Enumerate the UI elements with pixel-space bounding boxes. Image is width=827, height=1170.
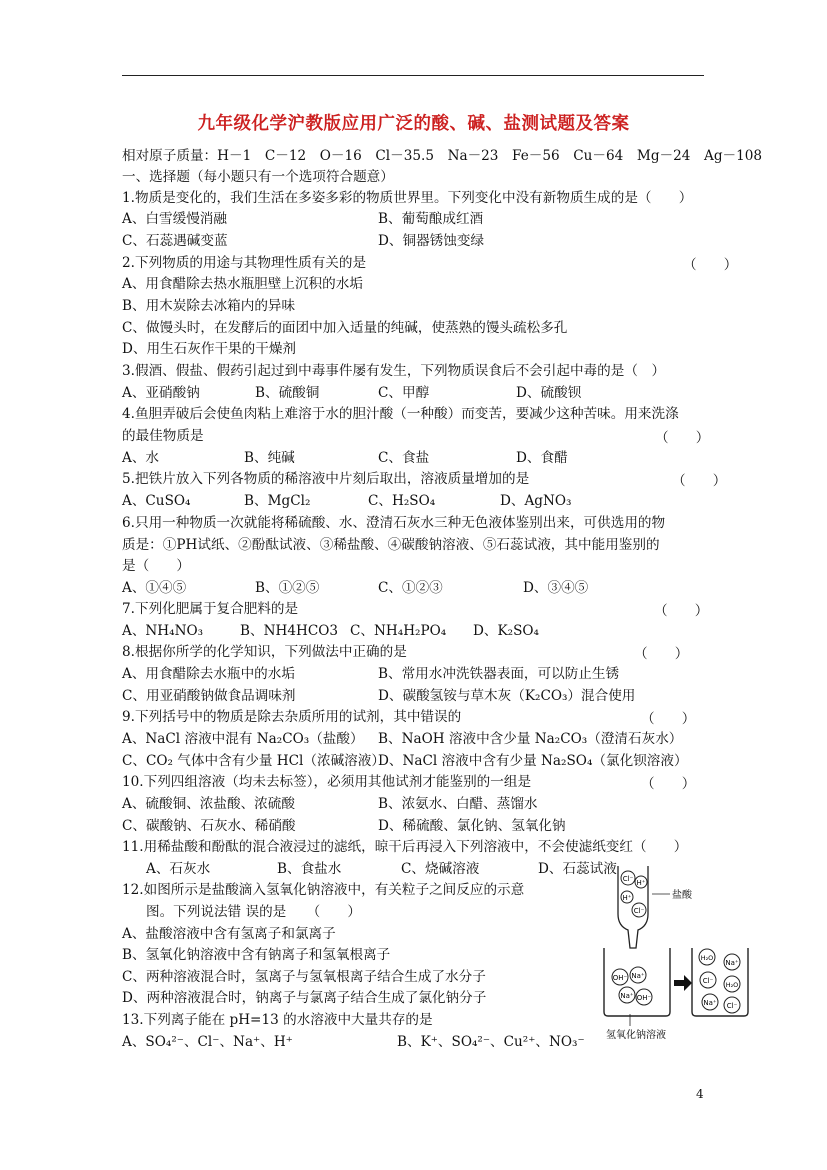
molecule-h2o: H₂O — [725, 981, 739, 989]
q2-option-c: C、做馒头时，在发酵后的面团中加入适量的纯碱，使蒸熟的馒头疏松多孔 — [122, 320, 568, 336]
q4-stem-line2: 的最佳物质是 — [122, 428, 204, 444]
q3-option-c: C、甲醇 — [378, 385, 430, 401]
molecule-h2o: H₂O — [700, 954, 714, 962]
q12-option-a: A、盐酸溶液中含有氢离子和氯离子 — [122, 926, 336, 942]
q8-option-b: B、常用水冲洗铁器表面，可以防止生锈 — [378, 666, 620, 682]
q1-option-b: B、葡萄酿成红酒 — [378, 211, 484, 227]
q6-option-b: B、①②⑤ — [255, 580, 320, 596]
q7-option-a: A、NH₄NO₃ — [122, 623, 204, 639]
q2-stem: 2.下列物质的用途与其物理性质有关的是 — [122, 255, 367, 271]
q7-option-c: C、NH₄H₂PO₄ — [350, 623, 447, 639]
q9-option-c: C、CO₂ 气体中含有少量 HCl（浓碱溶液） — [122, 753, 385, 769]
page-title: 九年级化学沪教版应用广泛的酸、碱、盐测试题及答案 — [197, 114, 630, 134]
ion-cl: Cl⁻ — [633, 907, 645, 915]
q2-option-b: B、用木炭除去冰箱内的异味 — [122, 298, 296, 314]
q10-answer-paren: （ ） — [641, 776, 696, 792]
reaction-diagram — [600, 864, 750, 1042]
q8-option-c: C、用亚硝酸钠做食品调味剂 — [122, 688, 296, 704]
q8-option-d: D、碳酸氢铵与草木灰（K₂CO₃）混合使用 — [378, 688, 636, 704]
q1-option-a: A、白雪缓慢消融 — [122, 211, 227, 227]
q5-option-c: C、H₂SO₄ — [368, 493, 436, 509]
ion-h: H⁺ — [622, 894, 632, 902]
q5-answer-paren: （ ） — [672, 473, 727, 489]
q9-option-d: D、NaCl 溶液中含有少量 Na₂SO₄（氯化钡溶液） — [378, 753, 688, 769]
naoh-label: 氢氧化钠溶液 — [606, 1030, 666, 1041]
q7-answer-paren: （ ） — [654, 603, 709, 619]
q9-option-b: B、NaOH 溶液中含少量 Na₂CO₃（澄清石灰水） — [378, 731, 683, 747]
q6-stem-line1: 6.只用一种物质一次就能将稀硫酸、水、澄清石灰水三种无色液体鉴别出来，可供选用的物 — [122, 515, 666, 531]
ion-na: Na⁺ — [725, 959, 739, 967]
q3-option-a: A、亚硝酸钠 — [122, 385, 200, 401]
ion-na: Na⁺ — [620, 992, 634, 1000]
ion-h: H⁺ — [636, 879, 646, 887]
q13-option-b: B、K⁺、SO₄²⁻、Cu²⁺、NO₃⁻ — [397, 1034, 585, 1050]
q11-option-c: C、烧碱溶液 — [401, 861, 480, 877]
q9-answer-paren: （ ） — [641, 711, 696, 727]
ion-oh: OH⁻ — [636, 994, 652, 1002]
q1-option-c: C、石蕊遇碱变蓝 — [122, 233, 228, 249]
q4-option-a: A、水 — [122, 450, 160, 466]
q8-option-a: A、用食醋除去水瓶中的水垢 — [122, 666, 295, 682]
hcl-label: 盐酸 — [672, 890, 692, 901]
q5-option-a: A、CuSO₄ — [122, 493, 191, 509]
q11-option-a: A、石灰水 — [146, 861, 211, 877]
page-number: 4 — [696, 1087, 704, 1101]
q10-option-c: C、碳酸钠、石灰水、稀硝酸 — [122, 818, 296, 834]
q3-option-d: D、硫酸钡 — [516, 385, 582, 401]
q12-option-d: D、两种溶液混合时，钠离子与氯离子结合生成了氯化钠分子 — [122, 990, 487, 1006]
q6-stem-line3: 是（ ） — [122, 558, 190, 574]
q12-option-b: B、氢氧化钠溶液中含有钠离子和氢氧根离子 — [122, 947, 391, 963]
q2-answer-paren: （ ） — [683, 257, 738, 273]
ion-cl: Cl⁻ — [726, 1002, 738, 1010]
q2-option-d: D、用生石灰作干果的干燥剂 — [122, 341, 297, 357]
section-heading: 一、选择题（每小题只有一个选项符合题意） — [122, 169, 394, 185]
q5-option-b: B、MgCl₂ — [244, 493, 311, 509]
ion-oh: OH⁻ — [612, 974, 628, 982]
q1-stem: 1.物质是变化的，我们生活在多姿多彩的物质世界里。下列变化中没有新物质生成的是（ ） — [122, 190, 693, 206]
q4-option-b: B、纯碱 — [244, 450, 295, 466]
q9-stem: 9.下列括号中的物质是除去杂质所用的试剂，其中错误的 — [122, 709, 462, 725]
q1-option-d: D、铜器锈蚀变绿 — [378, 233, 485, 249]
q11-option-d: D、石蕊试液 — [538, 861, 617, 877]
q4-option-d: D、食醋 — [516, 450, 568, 466]
q6-stem-line2: 质是：①PH试纸、②酚酞试液、③稀盐酸、④碳酸钠溶液、⑤石蕊试液，其中能用鉴别的 — [122, 537, 660, 553]
ion-na: Na⁺ — [703, 999, 717, 1007]
q5-option-d: D、AgNO₃ — [500, 493, 572, 509]
q12-option-c: C、两种溶液混合时，氢离子与氢氧根离子结合生成了水分子 — [122, 969, 486, 985]
q3-stem: 3.假酒、假盐、假药引起过到中毒事件屡有发生，下列物质误食后不会引起中毒的是（ ） — [122, 363, 666, 379]
ion-cl: Cl⁻ — [622, 875, 634, 883]
q5-stem: 5.把铁片放入下列各物质的稀溶液中片刻后取出，溶液质量增加的是 — [122, 471, 530, 487]
q11-option-b: B、食盐水 — [277, 861, 342, 877]
q4-answer-paren: （ ） — [655, 430, 710, 446]
q6-option-d: D、③④⑤ — [523, 580, 589, 596]
q10-stem: 10.下列四组溶液（均未去标签），必须用其他试剂才能鉴别的一组是 — [122, 774, 532, 790]
q10-option-b: B、浓氨水、白醋、蒸馏水 — [378, 796, 538, 812]
q7-option-d: D、K₂SO₄ — [473, 623, 540, 639]
q12-stem-line2: 图。下列说法错 误的是 （ ） — [146, 904, 362, 920]
q13-option-a: A、SO₄²⁻、Cl⁻、Na⁺、H⁺ — [122, 1034, 293, 1050]
q11-stem: 11.用稀盐酸和酚酞的混合液浸过的滤纸，晾干后再浸入下列溶液中，不会使滤纸变红（ ） — [122, 839, 688, 855]
q7-option-b: B、NH4HCO3 — [240, 623, 339, 639]
header-rule — [122, 75, 704, 76]
atomic-mass-line: 相对原子质量：H－1 C－12 O－16 Cl－35.5 Na－23 Fe－56 Cu－64 Mg－24 Ag－108 — [122, 148, 763, 164]
q10-option-a: A、硫酸铜、浓盐酸、浓硫酸 — [122, 796, 295, 812]
q9-option-a: A、NaCl 溶液中混有 Na₂CO₃（盐酸） — [122, 731, 364, 747]
q7-stem: 7.下列化肥属于复合肥料的是 — [122, 601, 299, 617]
q13-stem: 13.下列离子能在 pH=13 的水溶液中大量共存的是 — [122, 1012, 433, 1028]
q6-option-c: C、①②③ — [378, 580, 443, 596]
q4-stem-line1: 4.鱼胆弄破后会使鱼肉粘上难溶于水的胆汁酸（一种酸）而变苦，要减少这种苦味。用来洗涤 — [122, 406, 679, 422]
q6-option-a: A、①④⑤ — [122, 580, 187, 596]
q2-option-a: A、用食醋除去热水瓶胆壁上沉积的水垢 — [122, 276, 363, 292]
q10-option-d: D、稀硫酸、氯化钠、氢氧化钠 — [378, 818, 566, 834]
q8-answer-paren: （ ） — [634, 646, 689, 662]
ion-na: Na⁺ — [631, 972, 645, 980]
q3-option-b: B、硫酸铜 — [255, 385, 320, 401]
q4-option-c: C、食盐 — [378, 450, 430, 466]
ion-cl: Cl⁻ — [702, 977, 714, 985]
q8-stem: 8.根据你所学的化学知识，下列做法中正确的是 — [122, 644, 407, 660]
q12-stem-line1: 12.如图所示是盐酸滴入氢氧化钠溶液中，有关粒子之间反应的示意 — [122, 882, 525, 898]
